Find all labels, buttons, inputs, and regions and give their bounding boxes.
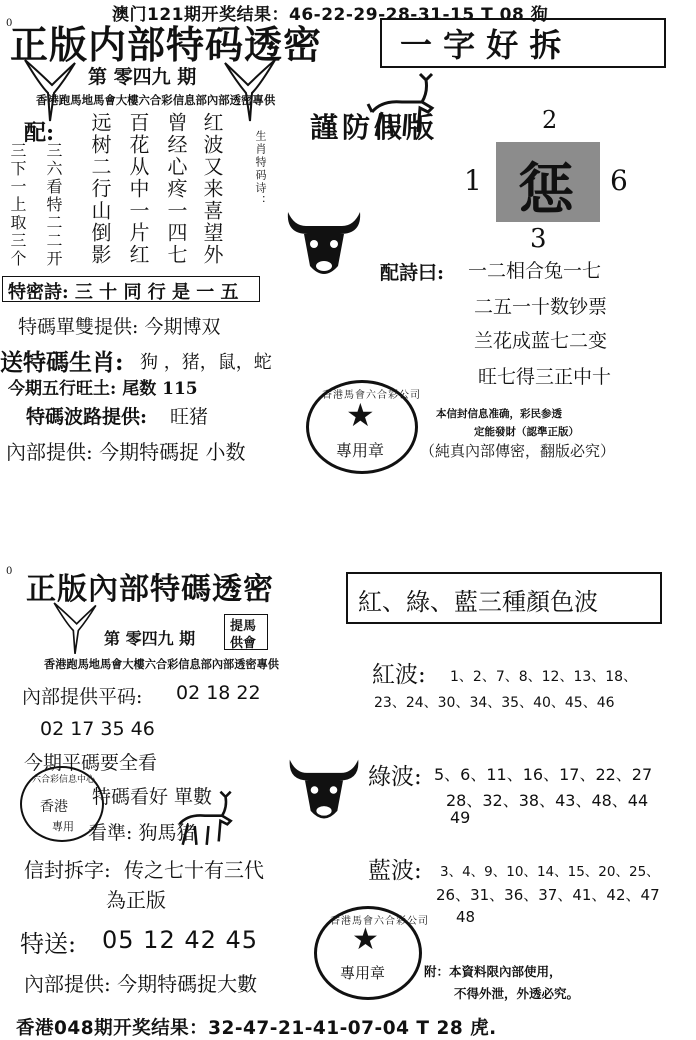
top-publisher: 香港跑馬地馬會大樓六合彩信息部內部透密專供 <box>36 93 276 107</box>
bottom-internal: 內部提供: 今期特碼捉大數 <box>24 972 258 996</box>
ox-head-bottom-icon <box>284 752 364 828</box>
bottom-panel-title: 正版內部特碼透密 <box>26 572 274 607</box>
single-double: 特碼單雙提供: 今期博双 <box>18 316 221 338</box>
num-bottom: 3 <box>530 224 547 254</box>
eagle-emblem-bottom-left-icon <box>50 598 100 658</box>
poem-column-1: 红波又来喜望外 <box>200 112 224 266</box>
small-stamp-bottom: 專用 <box>52 820 74 833</box>
wave-value: 旺猪 <box>170 406 209 428</box>
poem-line-1: 一二相合兔一七 <box>468 260 602 282</box>
gift-label: 特送: <box>20 930 77 958</box>
poem-column-4: 远树二行山倒影 <box>88 112 112 266</box>
top-panel-title: 正版内部特码透密 <box>10 22 323 67</box>
bottom-tag-line1: 提馬 <box>230 619 257 634</box>
poem-line-4: 旺七得三正中十 <box>478 366 612 388</box>
num-left: 1 <box>464 164 482 197</box>
stamp-bottom-bottom: 專用章 <box>340 964 386 982</box>
special-poem: 特密詩: 三 十 同 行 是 一 五 <box>8 282 239 303</box>
warning-text: 謹防假版 <box>310 111 439 144</box>
warning-num: 2 <box>542 106 558 134</box>
ox-head-icon <box>282 204 366 284</box>
notice-line-3: （純真內部傳密，翻版必究） <box>420 442 616 460</box>
zodiac-gift-value: 狗 ，猪，鼠，蛇 <box>140 352 272 373</box>
green-wave-line-3: 49 <box>450 808 471 827</box>
envelope-value: 传之七十有三代 <box>124 858 264 882</box>
top-issue-label: 第 零四九 期 <box>88 66 197 88</box>
small-stamp-text: 六合彩信息中心 <box>32 775 96 785</box>
poem-line-2: 二五一十数钞票 <box>474 296 608 318</box>
blue-wave-line-3: 48 <box>456 908 476 926</box>
poem-column-3: 百花从中一片红 <box>126 112 150 266</box>
green-wave-line-2: 28、32、38、43、48、44 <box>446 791 649 810</box>
num-right: 6 <box>610 164 628 197</box>
green-wave-line-1: 5、6、11、16、17、22、27 <box>434 765 653 784</box>
eagle-emblem-right-icon <box>220 55 280 125</box>
five-elements: 今期五行旺土: 尾数 115 <box>8 379 198 399</box>
stamp-top-text: 香港馬會六合彩公司 <box>322 390 421 401</box>
special-single: 特碼看好 單數 <box>92 786 213 808</box>
poem-line-3: 兰花成蓝七二变 <box>474 330 608 352</box>
deer-bottom-icon <box>170 790 240 850</box>
bottom-issue-label: 第 零四九 期 <box>104 629 196 648</box>
top-result-line: 澳门121期开奖结果：46-22-29-28-31-15 T 08 狗 <box>112 5 549 25</box>
blue-wave-label: 藍波: <box>368 858 422 884</box>
gift-value: 05 12 42 45 <box>102 926 259 954</box>
notice-line-2: 定能發財（認準正版） <box>474 426 579 438</box>
stamp-bottom-star-icon: ★ <box>352 922 379 957</box>
flat-label: 內部提供平码: <box>22 686 143 708</box>
center-char: 惩 <box>518 157 574 223</box>
bottom-tag-line2: 供會 <box>230 636 257 651</box>
red-wave-label: 紅波: <box>372 662 426 688</box>
envelope-label: 信封拆字: <box>24 858 111 882</box>
poem-column-5: 三六看特二二开 <box>44 142 63 268</box>
side-note: 生肖特码诗： <box>254 130 267 208</box>
red-wave-line-2: 23、24、30、34、35、40、45、46 <box>374 695 615 711</box>
poem-column-6: 三下一上取三个 <box>8 142 27 268</box>
page-mark-top: 0 <box>6 18 13 29</box>
focus-zodiac: 看準: 狗馬猪 <box>88 822 196 844</box>
notice-line-1: 本信封信息准确，彩民参透 <box>436 408 562 420</box>
red-wave-line-1: 1、2、7、8、12、13、18、 <box>450 669 638 685</box>
top-internal: 內部提供: 今期特碼捉 小数 <box>6 440 246 464</box>
page-mark-bottom: 0 <box>6 566 13 577</box>
poem-column-2: 曾经心疼一四七 <box>164 112 188 266</box>
flat-value: 02 18 22 <box>176 682 261 704</box>
blue-wave-line-1: 3、4、9、10、14、15、20、25、 <box>440 864 660 880</box>
word-title: 一 字 好 拆 <box>400 26 562 64</box>
stamp-top-bottom: 專用章 <box>336 441 385 460</box>
bottom-publisher: 香港跑馬地馬會大樓六合彩信息部內部透密專供 <box>44 658 279 671</box>
envelope-value-2: 為正版 <box>106 888 166 912</box>
blue-wave-line-2: 26、31、36、37、41、42、47 <box>436 886 660 904</box>
eagle-emblem-left-icon <box>20 55 80 125</box>
waves-notice-1: 附：本資料限內部使用， <box>424 964 562 979</box>
stamp-bottom-text: 香港馬會六合彩公司 <box>330 916 429 927</box>
bottom-result-line: 香港048期开奖结果：32-47-21-41-07-04 T 28 虎. <box>16 1018 497 1039</box>
waves-notice-2: 不得外泄，外透必究。 <box>454 986 580 1001</box>
small-stamp-center: 香港 <box>40 799 68 815</box>
wave-label: 特碼波路提供: <box>26 406 148 428</box>
stamp-top-star-icon: ★ <box>346 396 375 434</box>
zodiac-gift-label: 送特碼生肖: <box>0 349 124 376</box>
flat-note: 今期平碼要全看 <box>24 752 158 774</box>
pei-label: 配: <box>24 120 55 146</box>
waves-title: 紅、綠、藍三種顏色波 <box>358 588 598 616</box>
poem-label: 配詩曰: <box>380 262 445 284</box>
green-wave-label: 綠波: <box>368 764 422 790</box>
flat-value-2: 02 17 35 46 <box>40 718 155 740</box>
